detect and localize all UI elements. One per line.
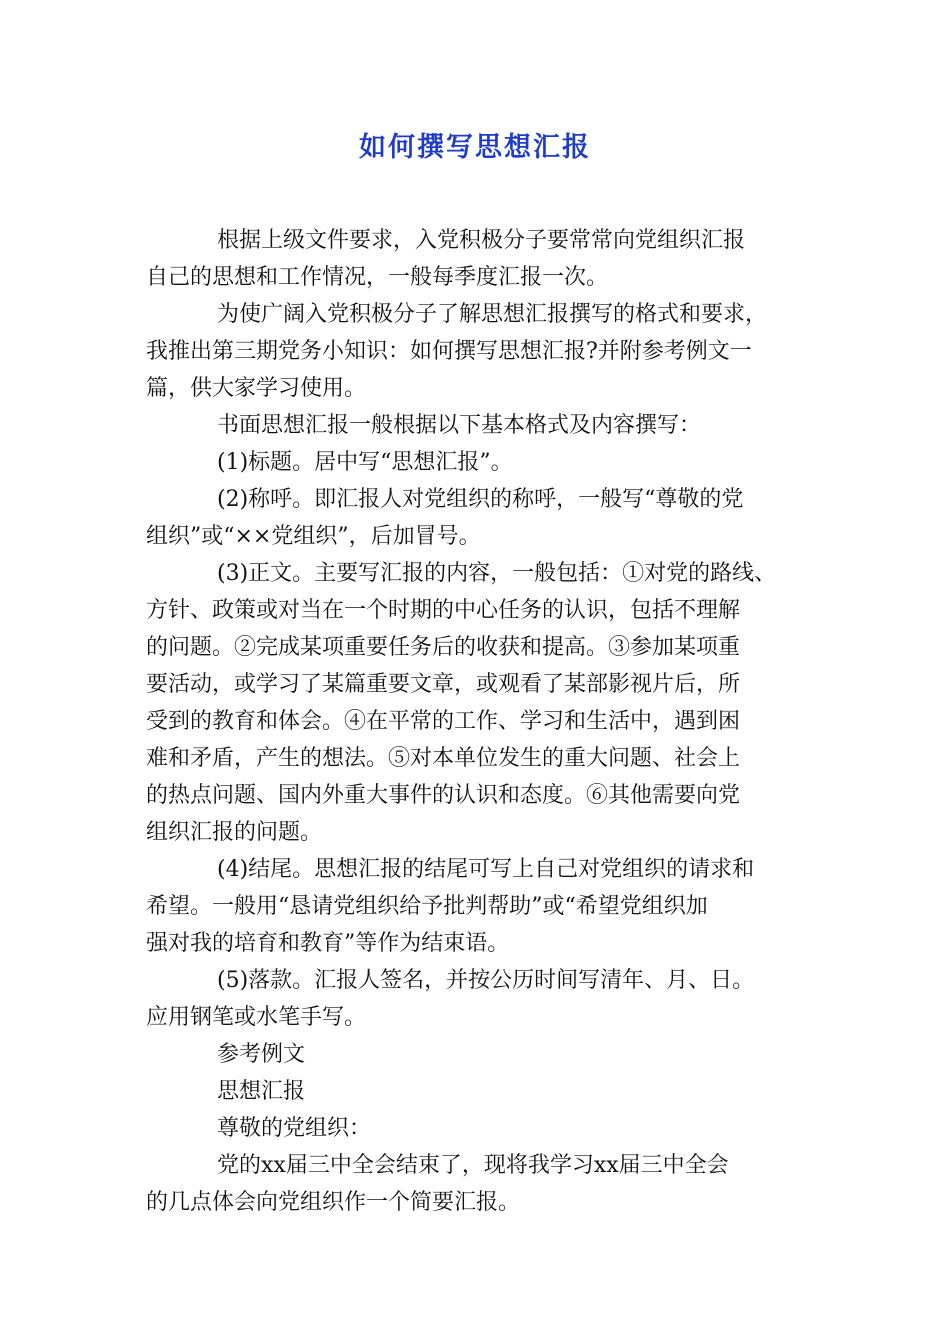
- paragraph: 参考例文: [217, 1042, 306, 1067]
- paragraph: 尊敬的党组织：: [217, 1116, 372, 1141]
- paragraph: (2)称呼。即汇报人对党组织的称呼，一般写“尊敬的党 组织”或“××党组织”，后加冒号。: [146, 487, 744, 549]
- document-title: 如何撰写思想汇报: [359, 132, 591, 163]
- paragraph: (5)落款。汇报人签名，并按公历时间写清年、月、日。 应用钢笔或水笔手写。: [146, 968, 755, 1030]
- paragraph: (3)正文。主要写汇报的内容，一般包括：①对党的路线、 方针、政策或对当在一个时期的中心任务的认识，包括不理解 的问题。②完成某项重要任务后的收获和提高。③参加某项重 要活动，或学习了某篇重要文章，或观看了某部影视片后，所 受到的教育和体会。④在平常的工作、学习和生活中，遇到困 难和矛盾，产生的想法。⑤对本单位发生的重大问题、社会上 的热点问题、国内外重大事件的认识和态度。⑥其他需要向党 组织汇报的问题。: [146, 561, 777, 845]
- paragraph: 党的xx届三中全会结束了，现将我学习xx届三中全会 的几点体会向党组织作一个简要汇报。: [146, 1153, 729, 1215]
- document-body: [146, 222, 818, 1221]
- paragraph: 根据上级文件要求，入党积极分子要常常向党组织汇报 自己的思想和工作情况，一般每季度汇报一次。: [146, 228, 746, 290]
- paragraph: (1)标题。居中写“思想汇报”。: [217, 450, 513, 475]
- paragraph: 为使广阔入党积极分子了解思想汇报撰写的格式和要求， 我推出第三期党务小知识：如何撰写思想汇报?并附参考例文一 篇，供大家学习使用。: [146, 302, 768, 401]
- paragraph: 书面思想汇报一般根据以下基本格式及内容撰写：: [217, 413, 702, 438]
- paragraph: (4)结尾。思想汇报的结尾可写上自己对党组织的请求和 希望。一般用“恳请党组织给予批判帮助”或“希望党组织加 强对我的培育和教育”等作为结束语。: [146, 857, 755, 956]
- paragraph: 思想汇报: [217, 1079, 306, 1104]
